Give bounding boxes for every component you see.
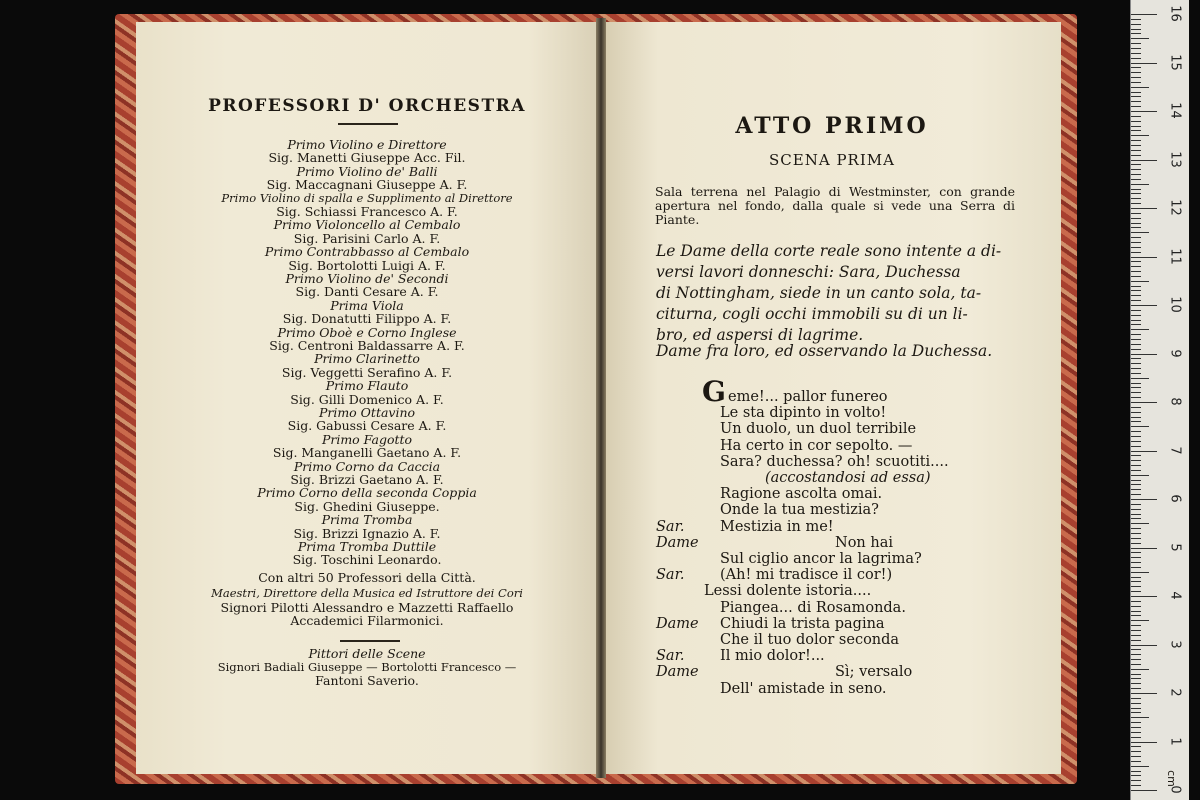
title-rule	[338, 123, 398, 125]
verse-line: Lessi dolente istoria....	[704, 583, 872, 600]
ruler-tick	[1131, 358, 1141, 359]
ruler-tick	[1131, 421, 1141, 422]
ruler-tick	[1131, 242, 1141, 243]
ruler-tick	[1131, 412, 1141, 413]
orchestra-role: Primo Violino de' Secondi	[285, 271, 449, 286]
ruler-tick	[1131, 53, 1141, 54]
orchestra-member: Sig. Donatutti Filippo A. F.	[282, 311, 452, 327]
ruler-tick	[1131, 169, 1141, 170]
verse-line: Piangea... di Rosamonda.	[720, 599, 906, 616]
ruler-tick	[1131, 67, 1141, 68]
orchestra-member: Sig. Manetti Giuseppe Acc. Fil.	[268, 150, 466, 166]
orchestra-role: Primo Violino e Direttore	[287, 137, 447, 152]
ruler-number: 16	[1167, 5, 1183, 22]
ruler-tick	[1131, 431, 1141, 432]
ruler-tick	[1131, 271, 1141, 272]
verse-line: Onde la tua mestizia?	[720, 502, 879, 519]
orchestra-member: Signori Badiali Giuseppe — Bortolotti Francesco —	[217, 659, 517, 674]
ruler-number: 0	[1167, 785, 1183, 794]
ruler-number: 7	[1167, 445, 1183, 455]
ruler-tick	[1131, 509, 1141, 510]
ruler-tick	[1131, 402, 1157, 403]
ruler-number: 8	[1167, 397, 1183, 406]
ruler-tick	[1131, 383, 1141, 384]
stage-direction-line: bro, ed aspersi di lagrime.	[656, 326, 864, 344]
ruler-tick	[1131, 649, 1141, 650]
ruler-number: 2	[1167, 688, 1183, 697]
ruler-tick	[1131, 324, 1141, 325]
orchestra-member: Sig. Manganelli Gaetano A. F.	[272, 445, 462, 461]
ruler-tick	[1131, 771, 1141, 772]
ruler-tick	[1131, 378, 1149, 379]
orchestra-role: Pittori delle Scene	[308, 646, 426, 662]
orchestra-member: Signori Pilotti Alessandro e Mazzetti Raffaello	[220, 599, 514, 615]
ruler-tick	[1131, 504, 1141, 505]
ruler-tick	[1131, 596, 1157, 597]
ruler-tick	[1131, 586, 1141, 587]
ruler-tick	[1131, 160, 1157, 161]
verse-line: Chiudi la trista pagina	[720, 615, 885, 632]
orchestra-member: Sig. Bortolotti Luigi A. F.	[288, 257, 446, 273]
ruler-tick	[1131, 111, 1157, 112]
orchestra-member: Sig. Danti Cesare A. F.	[295, 284, 439, 300]
verse-line: Il mio dolor!...	[720, 648, 825, 665]
ruler-tick	[1131, 659, 1141, 660]
ruler-tick	[1131, 572, 1149, 573]
orchestra-role: Primo Contrabbasso al Cembalo	[264, 244, 470, 260]
ruler-tick	[1131, 790, 1157, 791]
ruler-tick	[1131, 615, 1141, 616]
ruler-tick	[1131, 489, 1141, 490]
ruler-tick	[1131, 116, 1141, 117]
scene-title: SCENA PRIMA	[769, 151, 895, 169]
verse-line: Sara? duchessa? oh! scuotiti....	[720, 453, 949, 470]
ruler-number: 4	[1167, 591, 1183, 600]
ruler-tick	[1131, 281, 1149, 282]
ruler-tick	[1131, 92, 1141, 93]
ruler-tick	[1131, 24, 1141, 25]
ruler-tick	[1131, 775, 1141, 776]
ruler-tick	[1131, 484, 1141, 485]
verse-line: (accostandosi ad essa)	[765, 470, 931, 486]
ruler-tick	[1131, 387, 1141, 388]
ruler-number: 15	[1167, 53, 1183, 71]
ruler-tick	[1131, 494, 1141, 495]
orchestra-role: Primo Fagotto	[321, 431, 413, 447]
ruler-number: 5	[1167, 542, 1183, 552]
ruler-tick	[1131, 712, 1141, 713]
ruler-tick	[1131, 135, 1149, 136]
ruler-tick	[1131, 48, 1141, 49]
ruler-tick	[1131, 475, 1149, 476]
ruler-tick	[1131, 232, 1149, 233]
orchestra-role: Primo Oboè e Corno Inglese	[277, 324, 457, 340]
ruler-tick	[1131, 635, 1141, 636]
ruler-tick	[1131, 630, 1141, 631]
orchestra-role: Primo Violino de' Balli	[296, 163, 438, 179]
stage-direction-line: di Nottingham, siede in un canto sola, ta-	[656, 284, 982, 302]
ruler-tick	[1131, 742, 1157, 743]
ruler-tick	[1131, 174, 1141, 175]
ruler-tick	[1131, 460, 1141, 461]
ruler-tick	[1131, 72, 1141, 73]
ruler-number: 10	[1167, 296, 1183, 313]
ruler-tick	[1131, 620, 1149, 621]
ruler-tick	[1131, 499, 1157, 500]
ruler-tick	[1131, 436, 1141, 437]
ruler-tick	[1131, 625, 1141, 626]
stage-direction	[656, 241, 1002, 346]
orchestra-role: Primo Ottavino	[318, 405, 416, 420]
orchestra-role: Primo Corno della seconda Coppia	[257, 485, 477, 501]
ruler-tick	[1131, 218, 1141, 219]
ruler-tick	[1131, 14, 1157, 15]
ruler-tick	[1131, 155, 1141, 156]
ruler-tick	[1131, 417, 1141, 418]
ruler-tick	[1131, 305, 1157, 306]
verse-line: Un duolo, un duol terribile	[720, 421, 917, 438]
ruler-tick	[1131, 640, 1141, 641]
ruler-tick	[1131, 363, 1141, 364]
orchestra-member: Sig. Toschini Leonardo.	[292, 552, 442, 568]
ruler-tick	[1131, 664, 1141, 665]
orchestra-member: Sig. Schiassi Francesco A. F.	[276, 204, 458, 219]
ruler-number: 14	[1167, 102, 1183, 119]
ruler-tick	[1131, 184, 1149, 185]
ruler-tick	[1131, 126, 1141, 127]
ruler-tick	[1131, 606, 1141, 607]
ruler-tick	[1131, 523, 1149, 524]
orchestra-member: Sig. Veggetti Serafino A. F.	[281, 364, 453, 380]
speaker-label: Sar.	[656, 518, 685, 535]
ruler-tick	[1131, 150, 1141, 151]
section-rule	[340, 640, 400, 642]
scene-setting: Sala terrena nel Palagio di Westminster, con grande apertura nel fondo, dalla quale si vede una Serra di Piante.	[655, 184, 1015, 227]
ruler-tick	[1131, 766, 1149, 767]
ruler-tick	[1131, 77, 1141, 78]
orchestra-member: Fantoni Saverio.	[315, 673, 419, 689]
act-title: ATTO PRIMO	[735, 113, 929, 139]
ruler-tick	[1131, 451, 1157, 452]
orchestra-member: Sig. Brizzi Gaetano A. F.	[290, 472, 444, 487]
ruler-tick	[1131, 761, 1141, 762]
ruler-number: 12	[1167, 199, 1183, 216]
ruler-tick	[1131, 708, 1141, 709]
ruler-tick	[1131, 130, 1141, 131]
ruler-number: 9	[1167, 348, 1183, 358]
verse-line: Sì; versalo	[835, 664, 913, 681]
verse-line: Non hai	[835, 534, 893, 551]
ruler-tick	[1131, 101, 1141, 102]
ruler-tick	[1131, 96, 1141, 97]
ruler-tick	[1131, 310, 1141, 311]
ruler-tick	[1131, 533, 1141, 534]
ruler-tick	[1131, 198, 1141, 199]
verse-line: (Ah! mi tradisce il cor!)	[720, 567, 893, 584]
ruler-tick	[1131, 266, 1141, 267]
ruler-tick	[1131, 368, 1141, 369]
ruler-tick	[1131, 780, 1141, 781]
ruler-number: 3	[1167, 639, 1183, 649]
ruler-tick	[1131, 315, 1141, 316]
ruler-tick	[1131, 286, 1141, 287]
orchestra-member: Sig. Brizzi Ignazio A. F.	[293, 525, 441, 541]
ruler-tick	[1131, 140, 1141, 141]
speaker-label: Dame	[656, 615, 699, 632]
ruler-tick	[1131, 87, 1149, 88]
ruler-tick	[1131, 189, 1141, 190]
ruler-tick	[1131, 329, 1149, 330]
ruler-tick	[1131, 252, 1141, 253]
orchestra-role: Primo Violino di spalla e Supplimento al Direttore	[221, 190, 513, 205]
ruler-tick	[1131, 106, 1141, 107]
ruler-tick	[1131, 261, 1141, 262]
ruler-tick	[1131, 543, 1141, 544]
speaker-label: Dame	[656, 664, 699, 681]
ruler-tick	[1131, 63, 1157, 64]
ruler-tick	[1131, 567, 1141, 568]
ruler-tick	[1131, 426, 1149, 427]
ruler-tick	[1131, 446, 1141, 447]
speaker-label: Sar.	[656, 648, 685, 665]
ruler-tick	[1131, 193, 1141, 194]
orchestra-role: Primo Flauto	[325, 378, 409, 394]
orchestra-title: PROFESSORI D' ORCHESTRA	[208, 96, 526, 116]
ruler-tick	[1131, 562, 1141, 563]
ruler-tick	[1131, 480, 1141, 481]
ruler-tick	[1131, 203, 1141, 204]
ruler-tick	[1131, 213, 1141, 214]
ruler-tick	[1131, 601, 1141, 602]
ruler-tick	[1131, 693, 1157, 694]
ruler-tick	[1131, 223, 1141, 224]
ruler-tick	[1131, 392, 1141, 393]
orchestra-member: Sig. Centroni Baldassarre A. F.	[269, 338, 465, 353]
verse-line: Mestizia in me!	[720, 518, 834, 535]
ruler-tick	[1131, 756, 1141, 757]
ruler-tick	[1131, 257, 1157, 258]
orchestra-role: Primo Clarinetto	[314, 351, 420, 367]
ruler-tick	[1131, 227, 1141, 228]
ruler-tick	[1131, 737, 1141, 738]
ruler-tick	[1131, 751, 1141, 752]
ruler-tick	[1131, 577, 1141, 578]
stage-direction-line: Le Dame della corte reale sono intente a di-	[656, 242, 1002, 260]
ruler-tick	[1131, 344, 1141, 345]
ruler-tick	[1131, 514, 1141, 515]
ruler-tick	[1131, 276, 1141, 277]
orchestra-role: Primo Violoncello al Cembalo	[273, 217, 461, 233]
ruler-tick	[1131, 674, 1141, 675]
ruler-tick	[1131, 678, 1141, 679]
ruler-tick	[1131, 465, 1141, 466]
ruler-tick	[1131, 82, 1141, 83]
ruler-tick	[1131, 43, 1141, 44]
ruler-tick	[1131, 455, 1141, 456]
ruler-tick	[1131, 290, 1141, 291]
ruler-tick	[1131, 29, 1141, 30]
ruler-tick	[1131, 548, 1157, 549]
ruler-number: 13	[1167, 150, 1183, 168]
ruler-tick	[1131, 688, 1141, 689]
ruler-tick	[1131, 581, 1141, 582]
chorus-direction: Dame fra loro, ed osservando la Duchessa.	[656, 342, 993, 360]
ruler-tick	[1131, 727, 1141, 728]
ruler-tick	[1131, 703, 1141, 704]
ruler-tick	[1131, 19, 1141, 20]
ruler-tick	[1131, 339, 1141, 340]
orchestra-member: Sig. Maccagnani Giuseppe A. F.	[266, 177, 468, 193]
ruler-tick	[1131, 300, 1141, 301]
ruler-tick	[1131, 145, 1141, 146]
orchestra-role: Maestri, Direttore della Musica ed Istruttore dei Cori	[211, 586, 523, 601]
ruler-tick	[1131, 407, 1141, 408]
orchestra-role: Prima Viola	[330, 297, 404, 313]
speaker-label: Dame	[656, 534, 699, 551]
verse-line: Che il tuo dolor seconda	[720, 632, 900, 648]
ruler-tick	[1131, 164, 1141, 165]
ruler-tick	[1131, 538, 1141, 539]
stage-direction-line: versi lavori donneschi: Sara, Duchessa	[656, 263, 961, 281]
ruler-tick	[1131, 611, 1141, 612]
ruler-tick	[1131, 470, 1141, 471]
ruler-tick	[1131, 354, 1157, 355]
ruler-tick	[1131, 557, 1141, 558]
verse-line: eme!... pallor funereo	[728, 389, 888, 405]
ruler-tick	[1131, 373, 1141, 374]
drop-cap: G	[702, 375, 726, 408]
verse-line: Dell' amistade in seno.	[720, 680, 887, 697]
ruler-unit: cm	[1164, 770, 1178, 787]
verse-line: Sul ciglio ancor la lagrima?	[720, 551, 922, 567]
orchestra-role: Prima Tromba Duttile	[297, 539, 437, 554]
ruler-tick	[1131, 654, 1141, 655]
ruler-tick	[1131, 441, 1141, 442]
orchestra-role: Prima Tromba	[321, 512, 413, 528]
orchestra-member: Sig. Gabussi Cesare A. F.	[287, 418, 447, 434]
verse-line: Ha certo in cor sepolto. —	[720, 437, 913, 454]
orchestra-member: Con altri 50 Professori della Città.	[258, 569, 476, 585]
ruler-tick	[1131, 717, 1149, 718]
measuring-ruler	[1130, 0, 1189, 800]
ruler-tick	[1131, 38, 1149, 39]
ruler-number: 6	[1167, 494, 1183, 503]
ruler-tick	[1131, 349, 1141, 350]
ruler-tick	[1131, 669, 1149, 670]
ruler-tick	[1131, 320, 1141, 321]
ruler-tick	[1131, 591, 1141, 592]
ruler-tick	[1131, 33, 1141, 34]
orchestra-member: Sig. Parisini Carlo A. F.	[293, 230, 441, 246]
ruler-tick	[1131, 552, 1141, 553]
ruler-tick	[1131, 746, 1141, 747]
ruler-number: 11	[1167, 247, 1183, 265]
ruler-tick	[1131, 334, 1141, 335]
speaker-label: Sar.	[656, 567, 685, 584]
stage-direction-line: citurna, cogli occhi immobili su di un li-	[656, 305, 968, 323]
ruler-tick	[1131, 208, 1157, 209]
ruler-tick	[1131, 645, 1157, 646]
ruler-tick	[1131, 58, 1141, 59]
ruler-tick	[1131, 179, 1141, 180]
ruler-tick	[1131, 518, 1141, 519]
ruler-tick	[1131, 722, 1141, 723]
ruler-tick	[1131, 732, 1141, 733]
ruler-tick	[1131, 295, 1141, 296]
orchestra-member: Accademici Filarmonici.	[290, 613, 444, 628]
ruler-tick	[1131, 785, 1141, 786]
orchestra-member: Sig. Ghedini Giuseppe.	[294, 498, 440, 514]
ruler-number: 1	[1167, 736, 1183, 746]
ruler-tick	[1131, 683, 1141, 684]
ruler-tick	[1131, 397, 1141, 398]
ruler-tick	[1131, 528, 1141, 529]
ruler-tick	[1131, 237, 1141, 238]
verse-line: Ragione ascolta omai.	[720, 486, 883, 503]
ruler-tick	[1131, 121, 1141, 122]
orchestra-member: Sig. Gilli Domenico A. F.	[290, 391, 444, 407]
ruler-tick	[1131, 247, 1141, 248]
verse-line: Le sta dipinto in volto!	[720, 405, 887, 422]
orchestra-role: Primo Corno da Caccia	[293, 458, 441, 474]
ruler-tick	[1131, 698, 1141, 699]
